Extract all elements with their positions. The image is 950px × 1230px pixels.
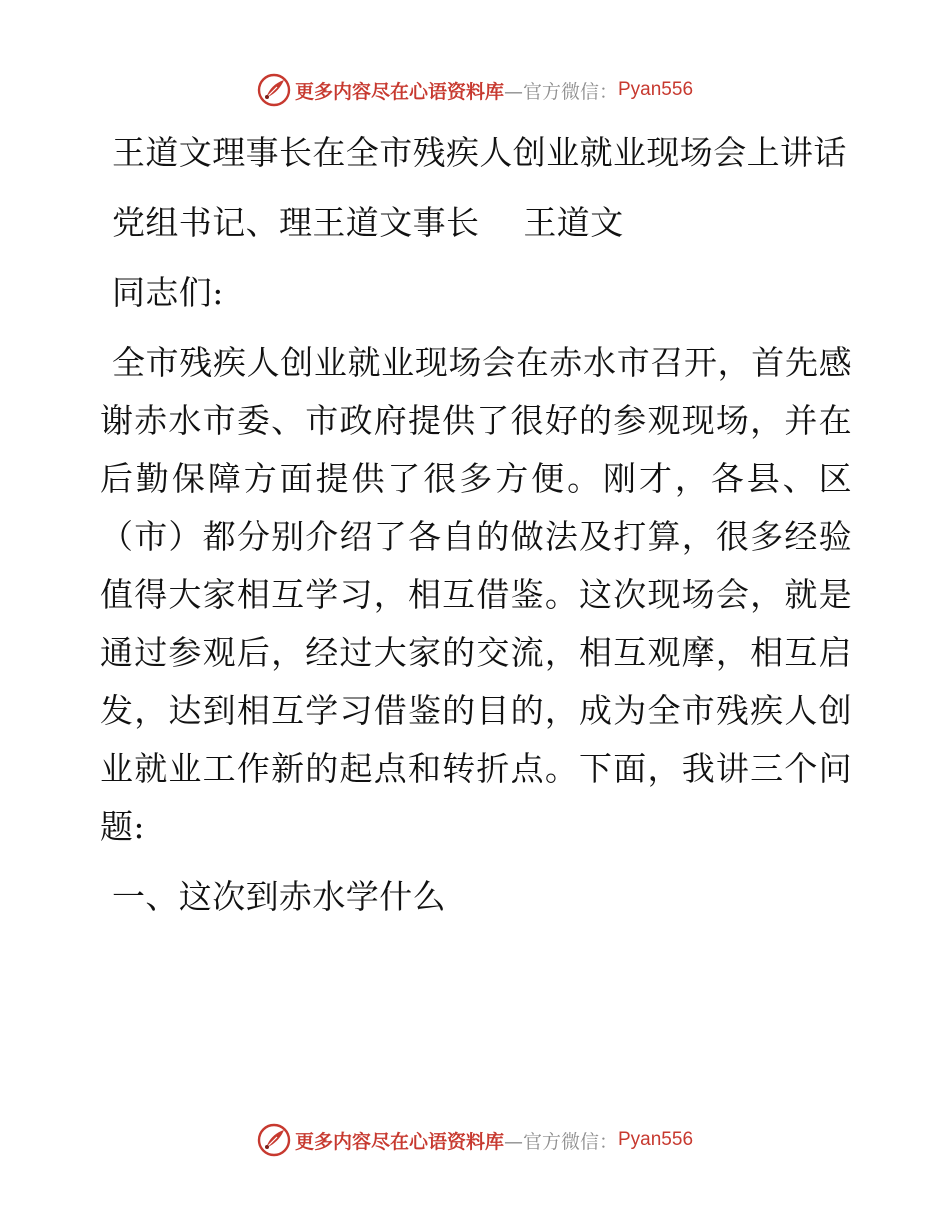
author-name: 王道文	[523, 203, 624, 242]
banner-main-text: 更多内容尽在心语资料库	[294, 1130, 504, 1153]
banner-wechat-id: Pyan556	[618, 79, 694, 100]
document-title: 王道文理事长在全市残疾人创业就业现场会上讲话	[112, 133, 847, 172]
feather-pen-logo-icon	[257, 1123, 291, 1157]
footer-banner	[0, 1120, 950, 1160]
document-body	[100, 124, 852, 926]
greeting: 同志们:	[112, 273, 224, 312]
header-banner	[0, 70, 950, 110]
banner-sub-text: —官方微信：	[503, 1130, 618, 1153]
banner-main-text: 更多内容尽在心语资料库	[294, 80, 504, 103]
banner-sub-text: —官方微信：	[503, 80, 618, 103]
author-role: 党组书记、理王道文事长	[112, 203, 480, 242]
banner-wechat-id: Pyan556	[618, 1129, 694, 1150]
author-line	[100, 194, 852, 252]
feather-pen-logo-icon	[257, 73, 291, 107]
section-heading: 一、这次到赤水学什么	[112, 877, 446, 916]
body-paragraph: 全市残疾人创业就业现场会在赤水市召开，首先感谢赤水市委、市政府提供了很好的参观现场，并在后勤保障方面提供了很多方便。刚才，各县、区（市）都分别介绍了各自的做法及打算，很多经验值得大家相互学习，相互借鉴。这次现场会，就是通过参观后，经过大家的交流，相互观摩，相互启发，达到相互学习借鉴的目的，成为全市残疾人创业就业工作新的起点和转折点。下面，我讲三个问题:	[100, 343, 852, 846]
